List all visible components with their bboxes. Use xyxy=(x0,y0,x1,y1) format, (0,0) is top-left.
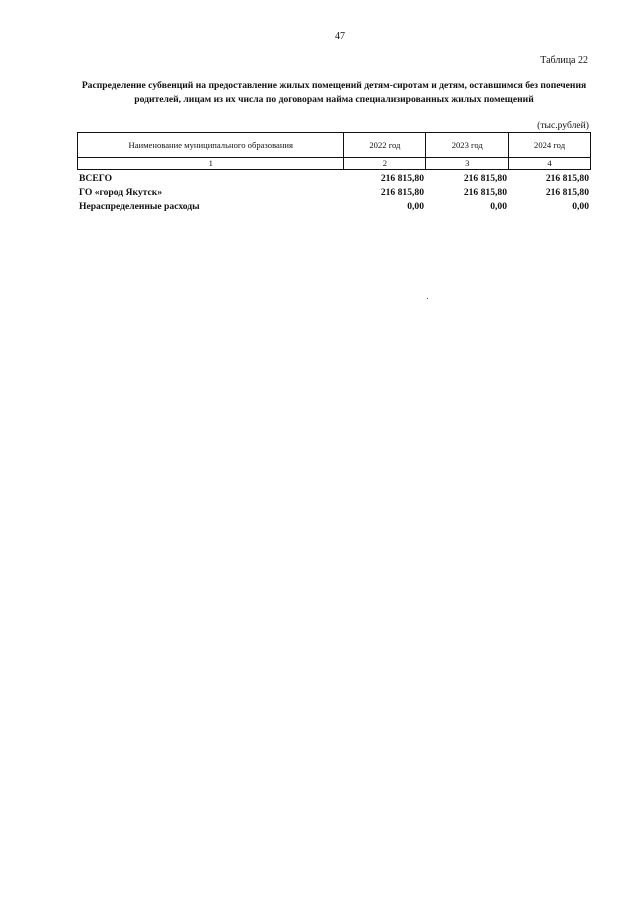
table-header xyxy=(77,132,591,170)
table-label: Таблица 22 xyxy=(540,55,588,66)
value-2022: 216 815,80 xyxy=(380,187,424,198)
column-number: 3 xyxy=(426,158,509,170)
value-2023: 216 815,80 xyxy=(463,173,507,184)
column-number: 4 xyxy=(509,158,591,170)
value-2024: 216 815,80 xyxy=(545,187,589,198)
table-row xyxy=(77,200,591,214)
value-2024: 216 815,80 xyxy=(545,173,589,184)
value-2022: 216 815,80 xyxy=(380,173,424,184)
units-label: (тыс.рублей) xyxy=(537,120,589,131)
header-municipality: Наименование муниципального образования xyxy=(78,133,344,158)
table-body xyxy=(77,172,591,214)
value-2022: 0,00 xyxy=(407,201,424,212)
table-row xyxy=(77,186,591,200)
row-name: ВСЕГО xyxy=(79,173,113,184)
column-number: 2 xyxy=(344,158,426,170)
row-name: Нераспределенные расходы xyxy=(79,201,200,212)
table-row xyxy=(77,172,591,186)
document-title: Распределение субвенций на предоставление жилых помещений детям-сиротам и детям, оставшимся без попечения родителей, лицам из их числа по договорам найма специализированных жилых помещений xyxy=(81,80,587,105)
page-number: 47 xyxy=(335,31,345,42)
header-2023: 2023 год xyxy=(426,133,509,158)
row-name: ГО «город Якутск» xyxy=(79,187,163,198)
header-2022: 2022 год xyxy=(344,133,426,158)
header-2024: 2024 год xyxy=(509,133,591,158)
scan-speck xyxy=(427,298,428,299)
column-number: 1 xyxy=(78,158,344,170)
value-2023: 0,00 xyxy=(490,201,507,212)
value-2024: 0,00 xyxy=(572,201,589,212)
value-2023: 216 815,80 xyxy=(463,187,507,198)
